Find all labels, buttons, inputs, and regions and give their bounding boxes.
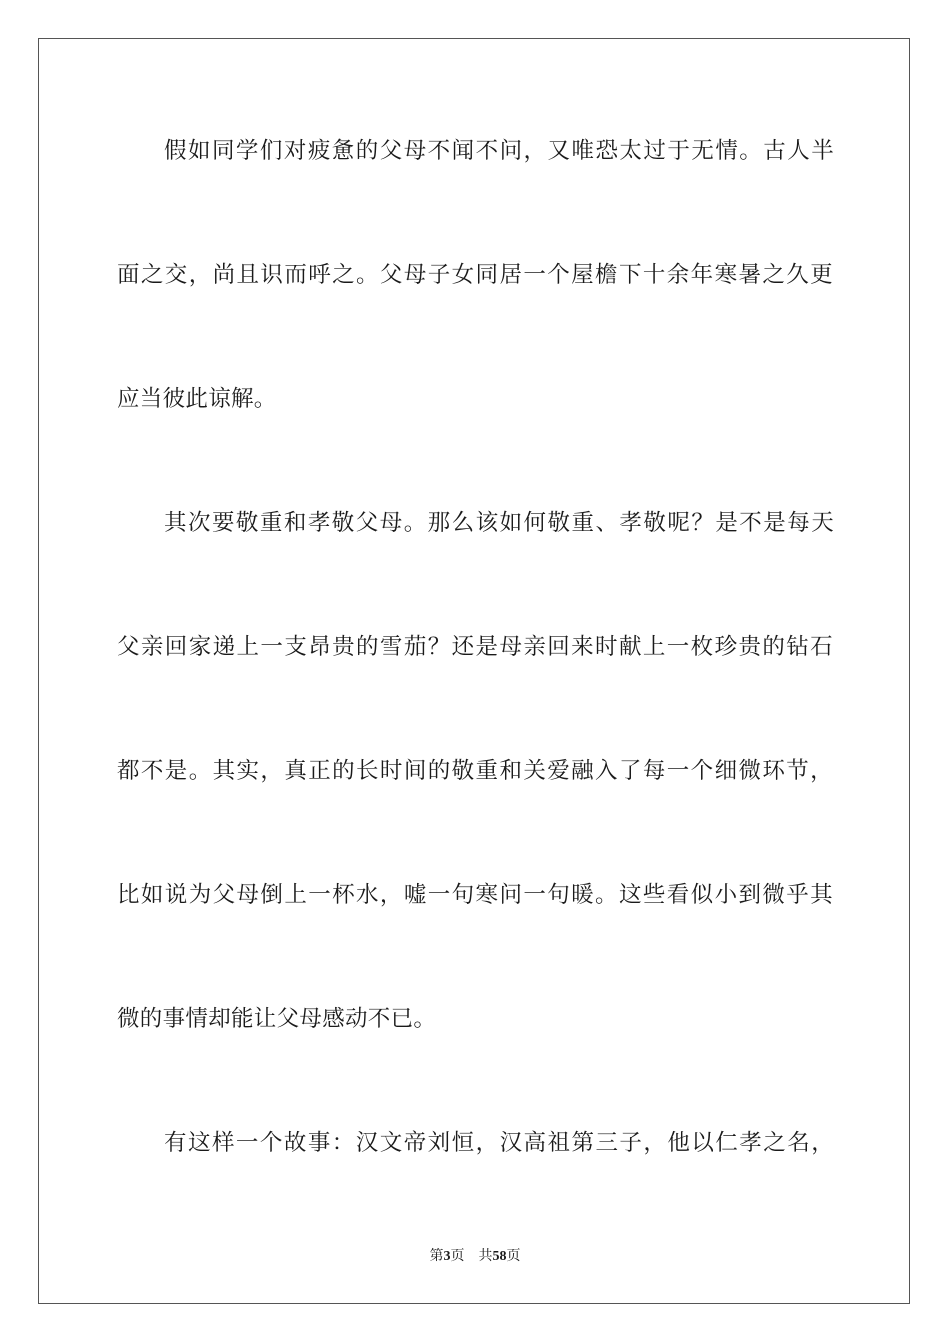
paragraph-line-3: 应当彼此谅解。: [117, 386, 277, 412]
total-prefix: 共: [478, 1248, 493, 1264]
paragraph-line-8: 微的事情却能让父母感动不已。: [117, 1006, 437, 1032]
paragraph-line-6: 都不是。其实，真正的长时间的敬重和关爱融入了每一个细微环节，: [117, 758, 833, 784]
page-footer: [0, 1247, 950, 1266]
page-border: [38, 38, 910, 1304]
page-number: 3: [443, 1249, 451, 1264]
paragraph-line-9: 有这样一个故事：汉文帝刘恒，汉高祖第三子，他以仁孝之名，: [164, 1130, 834, 1156]
paragraph-line-1: 假如同学们对疲惫的父母不闻不问，又唯恐太过于无情。古人半: [164, 138, 834, 164]
paragraph-line-2: 面之交，尚且识而呼之。父母子女同居一个屋檐下十余年寒暑之久更: [117, 262, 833, 288]
page-suffix: 页: [450, 1248, 465, 1264]
total-pages: 58: [492, 1249, 507, 1264]
page-prefix: 第: [429, 1248, 444, 1264]
paragraph-line-4: 其次要敬重和孝敬父母。那么该如何敬重、孝敬呢？是不是每天: [164, 510, 834, 536]
paragraph-line-5: 父亲回家递上一支昂贵的雪茄？还是母亲回来时献上一枚珍贵的钻石: [117, 634, 833, 660]
total-suffix: 页: [506, 1248, 521, 1264]
paragraph-line-7: 比如说为父母倒上一杯水，嘘一句寒问一句暖。这些看似小到微乎其: [117, 882, 833, 908]
